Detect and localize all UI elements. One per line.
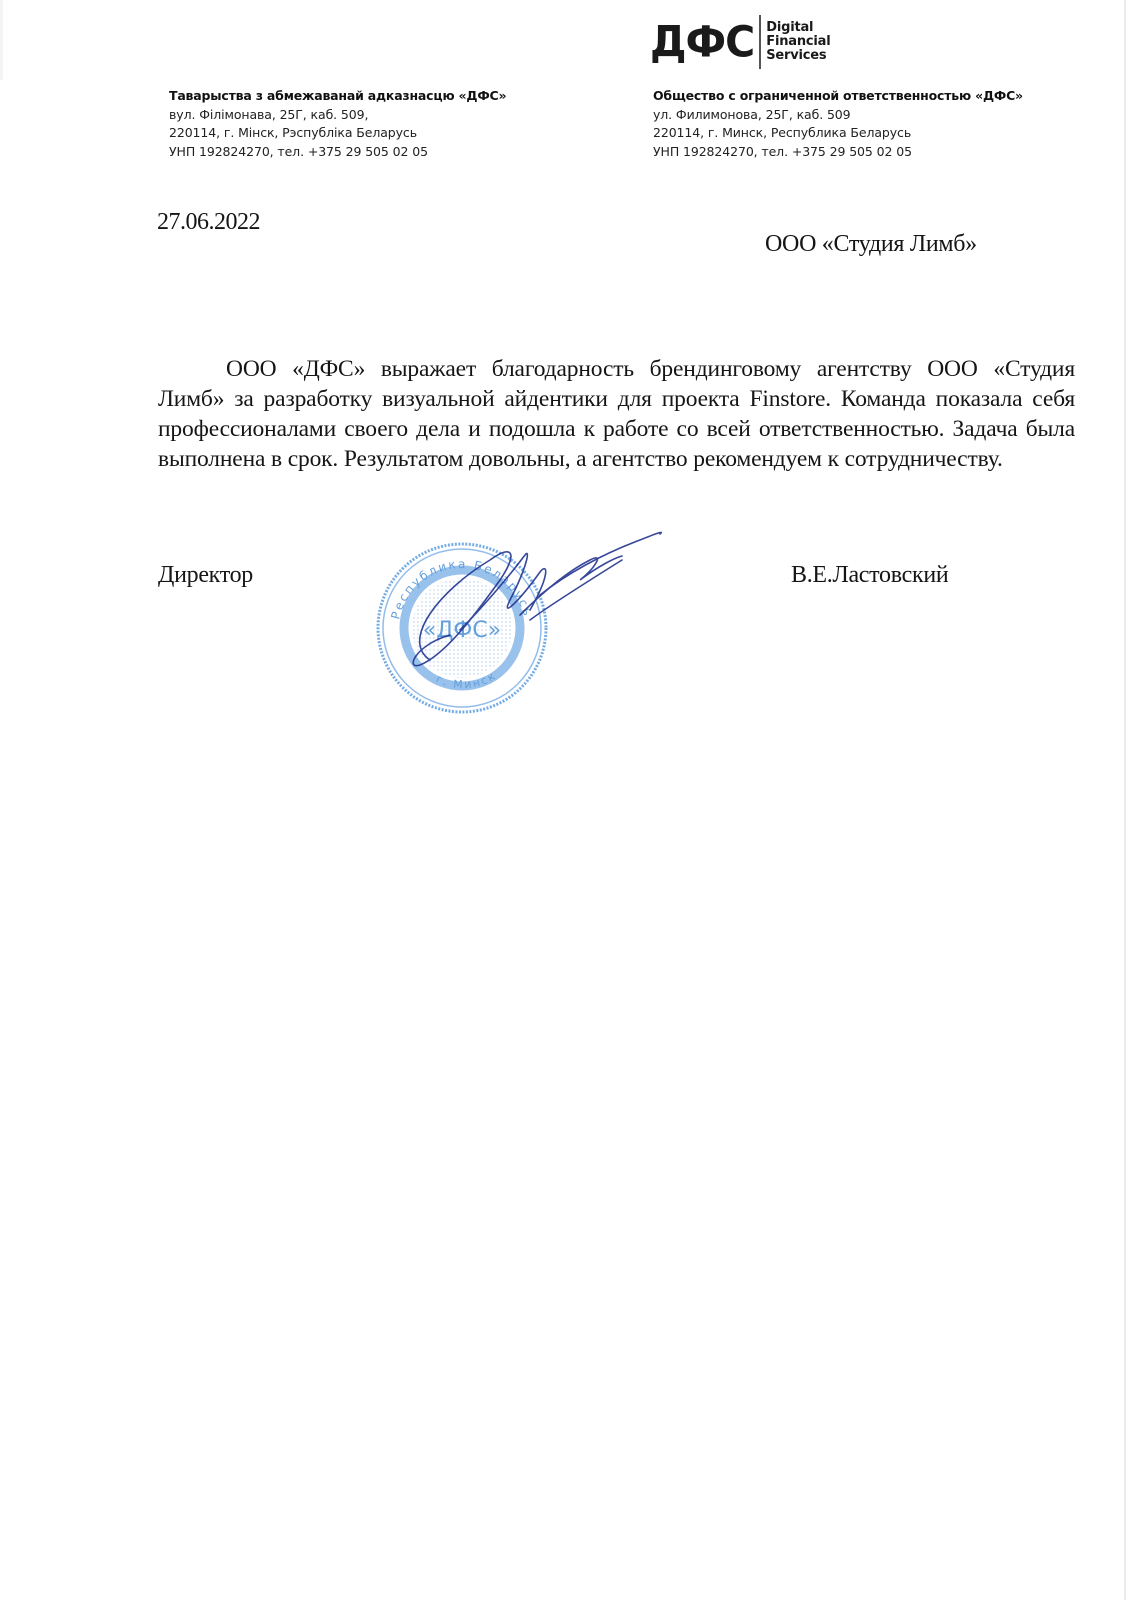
letter-recipient: ООО «Студия Лимб» <box>765 231 977 257</box>
logo-divider <box>759 15 761 69</box>
address-line: 220114, г. Мінск, Рэспубліка Беларусь <box>169 125 417 140</box>
letter-date: 27.06.2022 <box>157 209 260 235</box>
org-name-ru: Общество с ограниченной ответственностью «ДФС» <box>653 88 1023 103</box>
logo-wordmark <box>766 21 830 63</box>
stamp-and-signature <box>360 520 690 740</box>
logo-mark: ДФС <box>650 16 755 67</box>
letterhead-belarusian <box>169 87 506 161</box>
registration-line: УНП 192824270, тел. +375 29 505 02 05 <box>169 143 428 159</box>
logo-word: Financial <box>766 34 831 49</box>
signer-role: Директор <box>158 562 253 588</box>
scan-edge-left <box>0 0 3 80</box>
letter-body: ООО «ДФС» выражает благодарность брендинговому агентству ООО «Студия Лимб» за разработку визуальной айдентики для проекта Finstore. Команда показала себя профессионалами своего дела и подошла к работе со всей ответственностью. Задача была выполнена в срок. Результатом довольны, а агентство рекомендуем к сотрудничеству. <box>158 356 1075 472</box>
stamp-top-text: Республика Беларусь <box>388 556 536 621</box>
logo-word: Services <box>766 48 827 63</box>
address-line: 220114, г. Минск, Республика Беларусь <box>653 125 912 140</box>
signer-name: В.Е.Ластовский <box>791 562 949 588</box>
logo-word: Digital <box>766 20 814 35</box>
registration-line: УНП 192824270, тел. +375 29 505 02 05 <box>653 143 912 159</box>
stamp-center-text: «ДФС» <box>422 618 502 643</box>
company-logo <box>650 14 830 70</box>
org-name-by: Таварыства з абмежаванай адказнасцю «ДФС» <box>169 88 507 103</box>
scan-edge-right <box>1124 0 1126 1600</box>
address-line: ул. Филимонова, 25Г, каб. 509 <box>653 106 851 122</box>
letterhead-russian <box>653 87 1023 161</box>
address-line: вул. Філімонава, 25Г, каб. 509, <box>169 106 369 122</box>
stamp-bottom-text: г. Минск <box>434 668 500 692</box>
